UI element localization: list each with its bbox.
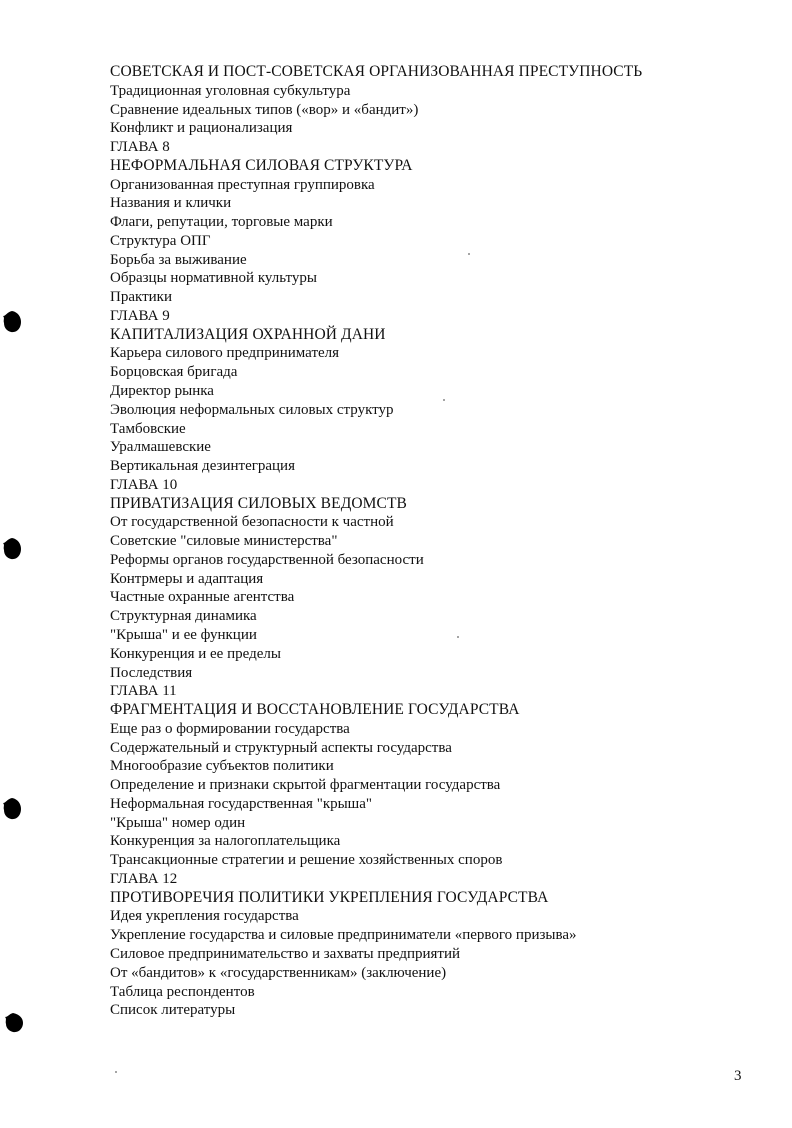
toc-item: Образцы нормативной культуры xyxy=(110,270,317,287)
toc-item: Традиционная уголовная субкультура xyxy=(110,82,351,99)
toc-item: Еще раз о формировании государства xyxy=(110,720,350,737)
toc-chapter-label: ГЛАВА 10 xyxy=(110,476,178,493)
toc-item: Конфликт и рационализация xyxy=(110,120,293,137)
toc-item: Названия и клички xyxy=(110,195,232,212)
toc-item: Борьба за выживание xyxy=(110,251,247,268)
toc-chapter-label: ГЛАВА 8 xyxy=(110,139,170,156)
toc-item: Тамбовские xyxy=(110,420,186,437)
scan-speck xyxy=(457,636,459,638)
page-number: 3 xyxy=(734,1068,742,1084)
toc-chapter-label: ГЛАВА 9 xyxy=(110,307,170,324)
toc-item: Флаги, репутации, торговые марки xyxy=(110,214,333,231)
toc-item: Вертикальная дезинтеграция xyxy=(110,458,295,475)
toc-item: Список литературы xyxy=(110,1002,236,1019)
toc-item: Структурная динамика xyxy=(110,608,257,625)
toc-item: От «бандитов» к «государственникам» (заключение) xyxy=(110,964,447,981)
toc-item: Неформальная государственная "крыша" xyxy=(110,795,373,812)
table-of-contents xyxy=(110,63,642,1020)
toc-item: Организованная преступная группировка xyxy=(110,176,375,193)
toc-section-heading: КАПИТАЛИЗАЦИЯ ОХРАННОЙ ДАНИ xyxy=(110,325,386,343)
scan-speck xyxy=(115,1071,117,1073)
scan-speck xyxy=(443,399,445,401)
toc-item: Советские "силовые министерства" xyxy=(110,533,338,550)
toc-item: Последствия xyxy=(110,664,193,681)
toc-item: "Крыша" и ее функции xyxy=(110,626,257,643)
toc-item: Содержательный и структурный аспекты государства xyxy=(110,739,452,756)
toc-item: Контрмеры и адаптация xyxy=(110,570,264,587)
toc-chapter-label: ГЛАВА 12 xyxy=(110,870,178,887)
toc-section-heading: НЕФОРМАЛЬНАЯ СИЛОВАЯ СТРУКТУРА xyxy=(110,156,413,174)
toc-item: Идея укрепления государства xyxy=(110,908,299,925)
toc-item: Определение и признаки скрытой фрагментации государства xyxy=(110,777,501,794)
toc-item: Карьера силового предпринимателя xyxy=(110,345,340,362)
toc-item: От государственной безопасности к частной xyxy=(110,514,394,531)
toc-item: Эволюция неформальных силовых структур xyxy=(110,401,394,418)
toc-item: Частные охранные агентства xyxy=(110,589,295,606)
toc-item: Трансакционные стратегии и решение хозяйственных споров xyxy=(110,852,503,869)
punch-hole-2 xyxy=(2,537,22,561)
toc-item: Практики xyxy=(110,289,172,306)
toc-section-heading: ПРОТИВОРЕЧИЯ ПОЛИТИКИ УКРЕПЛЕНИЯ ГОСУДАРСТВА xyxy=(110,888,549,906)
toc-item: Реформы органов государственной безопасности xyxy=(110,551,424,568)
toc-item: Конкуренция за налогоплательщика xyxy=(110,833,341,850)
toc-item: Структура ОПГ xyxy=(110,232,211,249)
toc-item: Директор рынка xyxy=(110,383,214,400)
toc-section-heading: ФРАГМЕНТАЦИЯ И ВОССТАНОВЛЕНИЕ ГОСУДАРСТВА xyxy=(110,701,520,719)
punch-hole-3 xyxy=(2,797,22,821)
toc-item: Силовое предпринимательство и захваты предприятий xyxy=(110,945,461,962)
toc-item: Таблица респондентов xyxy=(110,983,255,1000)
toc-item: Конкуренция и ее пределы xyxy=(110,645,281,662)
toc-section-heading: ПРИВАТИЗАЦИЯ СИЛОВЫХ ВЕДОМСТВ xyxy=(110,494,407,512)
toc-chapter-label: ГЛАВА 11 xyxy=(110,683,177,700)
toc-item: Борцовская бригада xyxy=(110,364,238,381)
toc-item: "Крыша" номер один xyxy=(110,814,246,831)
toc-item: Укрепление государства и силовые предприниматели «первого призыва» xyxy=(110,927,577,944)
toc-section-heading: СОВЕТСКАЯ И ПОСТ-СОВЕТСКАЯ ОРГАНИЗОВАННАЯ ПРЕСТУПНОСТЬ xyxy=(110,63,643,80)
punch-hole-1 xyxy=(2,310,22,334)
toc-item: Уралмашевские xyxy=(110,439,211,456)
toc-item: Многообразие субъектов политики xyxy=(110,758,334,775)
scan-speck xyxy=(468,253,470,255)
punch-hole-4 xyxy=(4,1012,24,1034)
toc-item: Сравнение идеальных типов («вор» и «бандит») xyxy=(110,101,419,118)
